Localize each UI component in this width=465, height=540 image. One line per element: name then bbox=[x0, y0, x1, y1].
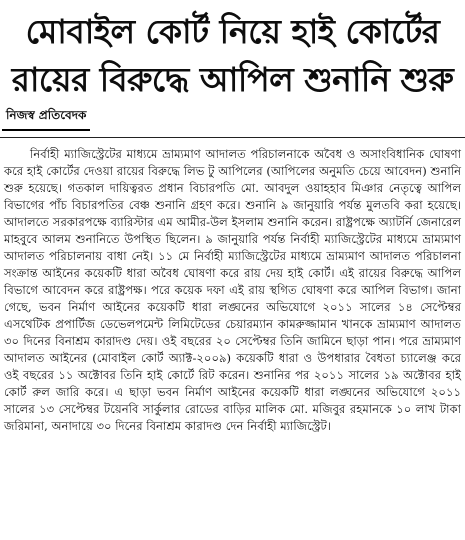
headline-line-1: মোবাইল কোর্ট নিয়ে হাই কোর্টের bbox=[25, 12, 440, 51]
headline bbox=[0, 0, 465, 104]
byline: নিজস্ব প্রতিবেদক bbox=[2, 107, 90, 131]
headline-line-2: রায়ের বিরুদ্ধে আপিল শুনানি শুরু bbox=[11, 60, 454, 99]
divider bbox=[0, 137, 465, 138]
article-body: নির্বাহী ম্যাজিস্ট্রেটের মাধ্যমে ভ্রাম্যমাণ আদালত পরিচালনাকে অবৈধ ও অসাংবিধানিক ঘোষণা করে হাই কোর্টের দেওয়া রায়ের বিরুদ্ধে লিভ টু আপিলের (আপিলের অনুমতি চেয়ে আবেদন) শুনানি শুরু হয়েছে। গতকাল দায়িত্বরত প্রধান বিচারপতি মো. আবদুল ওয়াহহাব মিঞার নেতৃত্বে আপিল বিভাগের পাঁচ বিচারপতির বেঞ্চ শুনানি গ্রহণ করে। শুনানি ৯ জানুয়ারি পর্যন্ত মুলতবি করা হয়েছে। আদালতে সরকারপক্ষে ব্যারিস্টার এম আমীর-উল ইসলাম শুনানি করেন। রাষ্ট্রপক্ষে অ্যাটর্নি জেনারেল মাহবুবে আলম শুনানিতে উপস্থিত ছিলেন। ৯ জানুয়ারি পর্যন্ত নির্বাহী ম্যাজিস্ট্রেটের মাধ্যমে ভ্রাম্যমাণ আদালত পরিচালনায় বাধা নেই। ১১ মে নির্বাহী ম্যাজিস্ট্রেটের মাধ্যমে ভ্রাম্যমাণ আদালত পরিচালনা সংক্রান্ত আইনের কয়েকটি ধারা অবৈধ ঘোষণা করে রায় দেয় হাই কোর্ট। এই রায়ের বিরুদ্ধে আপিল বিভাগে আবেদন করে রাষ্ট্রপক্ষ। পরে কয়েক দফা এই রায় স্থগিত ঘোষণা করে আপিল বিভাগ। জানা গেছে, ভবন নির্মাণ আইনের কয়েকটি ধারা লঙ্ঘনের অভিযোগে ২০১১ সালের ১৪ সেপ্টেম্বর এসথেটিক প্রপার্টিজ ডেভেলপমেন্ট লিমিটেডের চেয়ারম্যান কামরুজ্জামান খানকে ভ্রাম্যমাণ আদালত ৩০ দিনের বিনাশ্রম কারাদণ্ড দেয়। ওই বছরের ২০ সেপ্টেম্বর তিনি জামিনে ছাড়া পান। পরে ভ্রাম্যমাণ আদালত আইনের (মোবাইল কোর্ট অ্যাক্ট-২০০৯) কয়েকটি ধারা ও উপধারার বৈধতা চ্যালেঞ্জ করে ওই বছরের ১১ অক্টোবর তিনি হাই কোর্টে রিট করেন। শুনানির পর ২০১১ সালের ১৯ অক্টোবর হাই কোর্ট রুল জারি করে। এ ছাড়া ভবন নির্মাণ আইনের কয়েকটি ধারা লঙ্ঘনের অভিযোগে ২০১১ সালের ১৩ সেপ্টেম্বর টয়েনবি সার্কুলার রোডের বাড়ির মালিক মো. মজিবুর রহমানকে ১০ লাখ টাকা জরিমানা, অনাদায়ে ৩০ দিনের বিনাশ্রম কারাদণ্ড দেন নির্বাহী ম্যাজিস্ট্রেট। bbox=[4, 147, 461, 433]
